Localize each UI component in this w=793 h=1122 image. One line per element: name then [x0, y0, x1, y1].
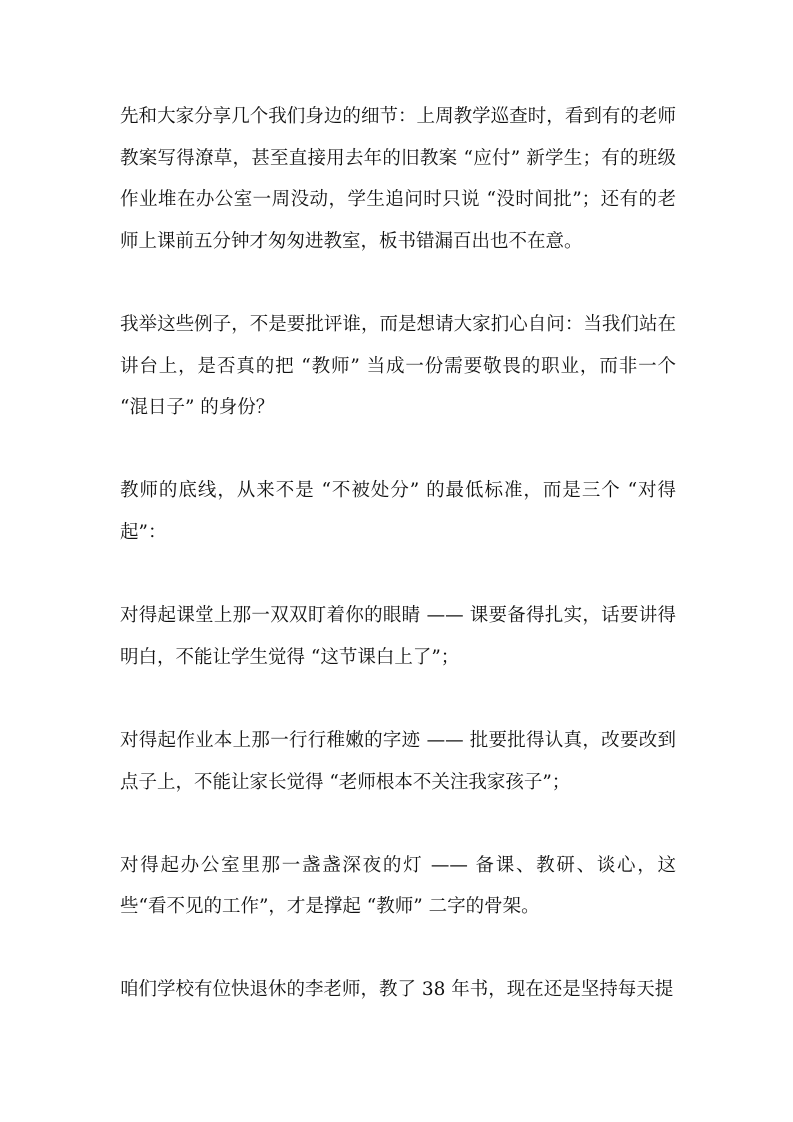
- document-body: [120, 96, 676, 1011]
- paragraph-teacher-li-example: 咱们学校有位快退休的李老师，教了 38 年书，现在还是坚持每天提: [120, 979, 674, 1001]
- paragraph-inspection-details: 先和大家分享几个我们身边的细节：上周教学巡查时，看到有的老师教案写得潦草，甚至直接用去年的旧教案 “应付” 新学生；有的班级作业堆在办公室一周没动，学生追问时只说 “没时间批”；还有的老师上课前五分钟才匆匆进教室，板书错漏百出也不在意。: [120, 106, 676, 252]
- paragraph-worthy-homework: 对得起作业本上那一行行稚嫩的字迹 —— 批要批得认真，改要改到点子上，不能让家长觉得 “老师根本不关注我家孩子”；: [120, 729, 676, 793]
- paragraph-teacher-bottom-line: 教师的底线，从来不是 “不被处分” 的最低标准，而是三个 “对得起”：: [120, 480, 676, 543]
- paragraph-self-reflection: 我举这些例子，不是要批评谁，而是想请大家扪心自问：当我们站在讲台上，是否真的把 “教师” 当成一份需要敬畏的职业，而非一个 “混日子” 的身份？: [120, 313, 676, 419]
- paragraph-worthy-office-lights: 对得起办公室里那一盏盏深夜的灯 —— 备课、教研、谈心，这些“看不见的工作”，才是撑起 “教师” 二字的骨架。: [120, 854, 676, 918]
- paragraph-worthy-classroom: 对得起课堂上那一双双盯着你的眼睛 —— 课要备得扎实，话要讲得明白，不能让学生觉得 “这节课白上了”；: [120, 605, 676, 668]
